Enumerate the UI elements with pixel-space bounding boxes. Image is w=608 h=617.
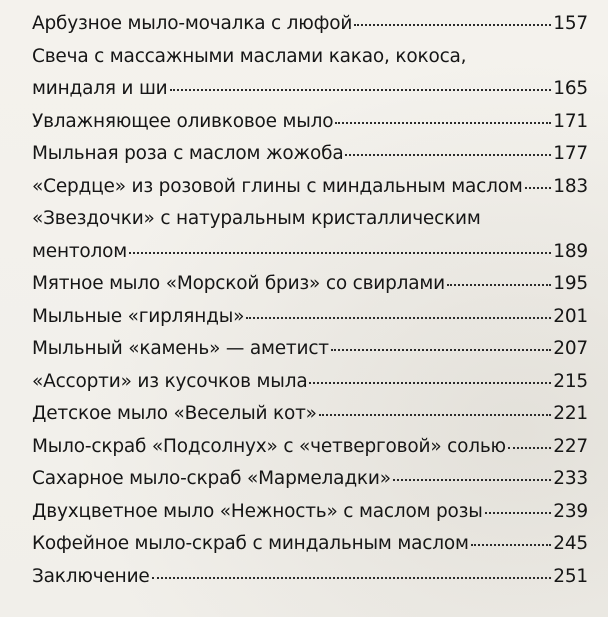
toc-entry-line [32, 333, 588, 366]
toc-page-number: 189 [553, 240, 588, 262]
toc-entry-line [32, 496, 588, 529]
toc-entry-line [32, 73, 588, 106]
toc-entry [32, 171, 588, 204]
toc-entry-line [32, 561, 588, 594]
toc-entry-line [32, 528, 588, 561]
toc-entry [32, 431, 588, 464]
toc-entry [32, 41, 588, 106]
toc-page-number: 177 [553, 143, 588, 164]
toc-entry [32, 496, 588, 529]
toc-entry-title: Увлажняющее оливковое мыло [32, 110, 334, 132]
dot-leader [485, 511, 552, 514]
dot-leader [129, 251, 551, 254]
toc-entry-title: ментолом [32, 240, 128, 262]
dot-leader [354, 23, 551, 26]
toc-entry-line [32, 106, 588, 139]
toc-entry-title: Арбузное мыло-мочалка с люфой [32, 13, 353, 34]
dot-leader [309, 381, 551, 384]
toc-page-number: 207 [553, 338, 588, 359]
toc-page-number: 183 [553, 175, 588, 197]
toc-entry [32, 268, 588, 301]
toc-page-number: 215 [553, 370, 588, 392]
toc-entry [32, 106, 588, 139]
toc-entry-line [32, 8, 588, 41]
toc-entry-line [32, 138, 588, 171]
dot-leader [471, 543, 552, 546]
toc-page-number: 157 [553, 13, 588, 34]
toc-entry [32, 366, 588, 399]
toc-entry [32, 398, 588, 431]
dot-leader [152, 576, 552, 579]
dot-leader [525, 186, 552, 189]
dot-leader [246, 316, 551, 319]
toc-entry [32, 138, 588, 171]
toc-entry-title: Мыльные «гирлянды» [32, 305, 245, 327]
toc-entry-title: Сахарное мыло-скраб «Мармеладки» [32, 468, 391, 489]
toc-entry [32, 463, 588, 496]
toc-entry [32, 561, 588, 594]
toc-entry [32, 333, 588, 366]
toc-entry-wrapped-line [32, 41, 588, 74]
toc-page-number: 233 [553, 468, 588, 489]
toc-entry-title: Двухцветное мыло «Нежность» с маслом розы [32, 500, 483, 522]
dot-leader [508, 446, 551, 449]
dot-leader [170, 88, 552, 91]
dot-leader [331, 348, 551, 351]
toc-entry-line [32, 236, 588, 269]
toc-entry-title: «Сердце» из розовой глины с миндальным маслом [32, 175, 523, 197]
toc-entry-line [32, 398, 588, 431]
toc-entry-line [32, 171, 588, 204]
toc-entry-title: «Звездочки» с натуральным кристаллическим [32, 208, 481, 229]
dot-leader [393, 478, 551, 481]
toc-page-number: 251 [553, 565, 588, 587]
toc-entry-line [32, 301, 588, 334]
toc-page-number: 221 [553, 403, 588, 424]
toc-entry-title: Кофейное мыло-скраб с миндальным маслом [32, 533, 469, 554]
toc-entry-line [32, 366, 588, 399]
toc-entry-title: Мятное мыло «Морской бриз» со свирлами [32, 273, 446, 294]
dot-leader [345, 153, 551, 156]
toc-entry [32, 301, 588, 334]
toc-entry-line [32, 463, 588, 496]
toc-entry-line [32, 268, 588, 301]
toc-entry-title: Мыльный «камень» — аметист [32, 338, 329, 359]
dot-leader [447, 283, 551, 286]
toc-entry-title: Мыльная роза с маслом жожоба [32, 143, 344, 164]
toc-page-number: 171 [553, 110, 588, 132]
toc-page-number: 245 [553, 533, 588, 554]
toc-entry-title: миндаля и ши [32, 78, 168, 99]
dot-leader [335, 121, 551, 124]
toc-page-number: 227 [553, 435, 588, 457]
toc-entry-title: «Ассорти» из кусочков мыла [32, 370, 308, 392]
toc-entry-line [32, 431, 588, 464]
toc-entry [32, 8, 588, 41]
toc-page-number: 201 [553, 305, 588, 327]
toc-page-number: 165 [553, 78, 588, 99]
toc-entry-title: Свеча с массажными маслами какао, кокоса, [32, 45, 467, 67]
toc-entry-title: Мыло-скраб «Подсолнух» с «четверговой» солью [32, 435, 506, 457]
toc-entry [32, 203, 588, 268]
table-of-contents [32, 8, 588, 593]
toc-entry-title: Детское мыло «Веселый кот» [32, 403, 317, 424]
dot-leader [319, 413, 551, 416]
toc-entry-title: Заключение [32, 565, 150, 587]
toc-entry [32, 528, 588, 561]
toc-entry-wrapped-line [32, 203, 588, 236]
toc-page-number: 195 [553, 273, 588, 294]
toc-page-number: 239 [553, 500, 588, 522]
